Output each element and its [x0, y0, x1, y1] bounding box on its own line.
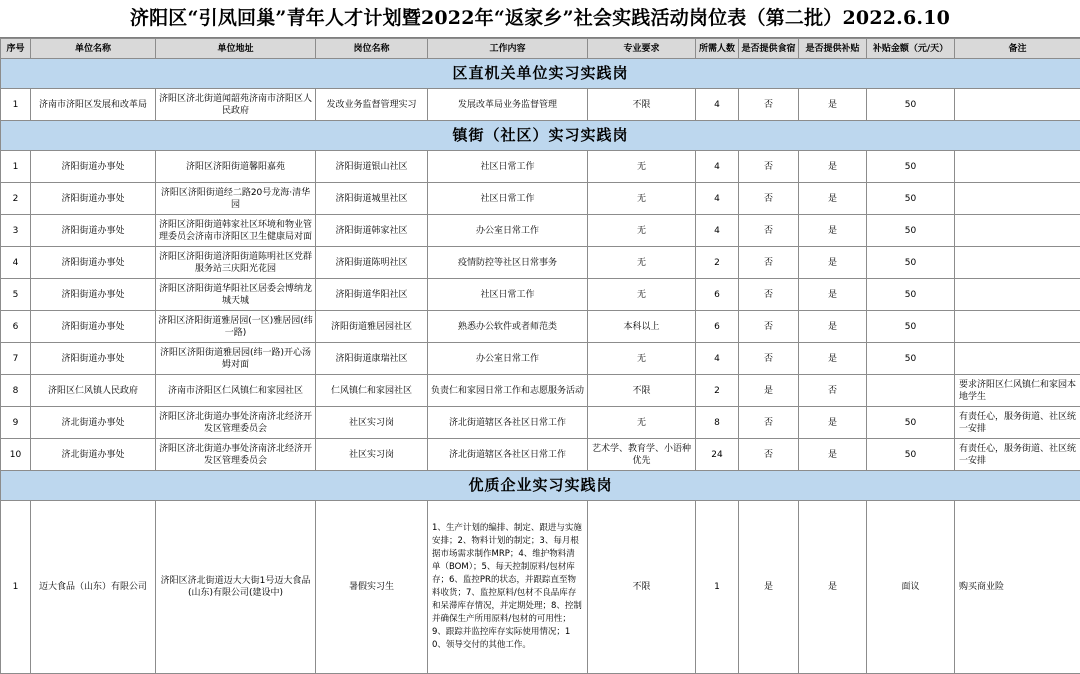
- table-row[interactable]: [1, 215, 1080, 247]
- cell-address: 济南市济阳区仁风镇仁和家园社区: [156, 375, 316, 407]
- cell-amount: 50: [867, 183, 955, 215]
- cell-subsidy: 是: [799, 151, 867, 183]
- section-row: [1, 471, 1080, 501]
- cell-subsidy: 是: [799, 247, 867, 279]
- cell-count: 6: [696, 279, 739, 311]
- cell-amount: 50: [867, 151, 955, 183]
- cell-amount: 面议: [867, 501, 955, 674]
- cell-address: 济阳区济阳街道馨阳嘉苑: [156, 151, 316, 183]
- cell-lodging: 否: [739, 183, 799, 215]
- cell-position: 仁风镇仁和家园社区: [316, 375, 428, 407]
- sheet-title: 济阳区“引凤回巢”青年人才计划暨2022年“返家乡”社会实践活动岗位表（第二批）2022.6.10: [0, 0, 1080, 38]
- col-header-subsidy: 是否提供补贴: [799, 39, 867, 59]
- cell-position: 济阳街道康瑞社区: [316, 343, 428, 375]
- cell-major: 无: [588, 183, 696, 215]
- cell-major: 本科以上: [588, 311, 696, 343]
- cell-unit: 济阳区仁风镇人民政府: [31, 375, 156, 407]
- cell-amount: 50: [867, 439, 955, 471]
- cell-remarks: [955, 89, 1080, 121]
- cell-remarks: [955, 343, 1080, 375]
- cell-index: 1: [1, 89, 31, 121]
- cell-count: 1: [696, 501, 739, 674]
- cell-position: 社区实习岗: [316, 439, 428, 471]
- cell-remarks: [955, 247, 1080, 279]
- cell-major: 无: [588, 407, 696, 439]
- cell-count: 4: [696, 151, 739, 183]
- cell-index: 6: [1, 311, 31, 343]
- cell-position: 社区实习岗: [316, 407, 428, 439]
- cell-major: 不限: [588, 89, 696, 121]
- section-title: 镇街（社区）实习实践岗: [1, 121, 1080, 151]
- cell-position: 济阳街道银山社区: [316, 151, 428, 183]
- positions-table: [0, 38, 1080, 674]
- cell-index: 2: [1, 183, 31, 215]
- cell-duties: 发展改革局业务监督管理: [428, 89, 588, 121]
- table-body: [1, 59, 1080, 674]
- cell-count: 2: [696, 247, 739, 279]
- table-row[interactable]: [1, 375, 1080, 407]
- cell-lodging: 是: [739, 501, 799, 674]
- cell-lodging: 否: [739, 89, 799, 121]
- cell-remarks: 要求济阳区仁风镇仁和家园本地学生: [955, 375, 1080, 407]
- cell-unit: 迈大食品（山东）有限公司: [31, 501, 156, 674]
- cell-duties: 济北街道辖区各社区日常工作: [428, 439, 588, 471]
- cell-subsidy: 是: [799, 407, 867, 439]
- cell-duties: 办公室日常工作: [428, 215, 588, 247]
- cell-address: 济阳区济北街道办事处济南济北经济开发区管理委员会: [156, 439, 316, 471]
- cell-lodging: 否: [739, 407, 799, 439]
- cell-unit: 济阳街道办事处: [31, 279, 156, 311]
- cell-amount: 50: [867, 343, 955, 375]
- col-header-remarks: 备注: [955, 39, 1080, 59]
- cell-index: 9: [1, 407, 31, 439]
- cell-address: 济阳区济阳街道经二路20号龙海·清华园: [156, 183, 316, 215]
- cell-lodging: 否: [739, 151, 799, 183]
- cell-subsidy: 是: [799, 89, 867, 121]
- col-header-count: 所需人数: [696, 39, 739, 59]
- col-header-amount: 补贴金额（元/天）: [867, 39, 955, 59]
- cell-amount: 50: [867, 215, 955, 247]
- cell-duties: 疫情防控等社区日常事务: [428, 247, 588, 279]
- cell-unit: 济阳街道办事处: [31, 311, 156, 343]
- cell-index: 8: [1, 375, 31, 407]
- cell-remarks: [955, 151, 1080, 183]
- cell-subsidy: 否: [799, 375, 867, 407]
- cell-unit: 济阳街道办事处: [31, 247, 156, 279]
- col-header-lodging: 是否提供食宿: [739, 39, 799, 59]
- table-row[interactable]: [1, 151, 1080, 183]
- cell-lodging: 否: [739, 311, 799, 343]
- cell-count: 8: [696, 407, 739, 439]
- cell-remarks: 有责任心，服务街道、社区统一安排: [955, 407, 1080, 439]
- cell-lodging: 否: [739, 215, 799, 247]
- cell-address: 济阳区济北街道迈大大街1号迈大食品(山东)有限公司(建设中): [156, 501, 316, 674]
- col-header-index: 序号: [1, 39, 31, 59]
- cell-subsidy: 是: [799, 215, 867, 247]
- cell-subsidy: 是: [799, 501, 867, 674]
- cell-count: 24: [696, 439, 739, 471]
- cell-address: 济阳区济阳街道韩家社区环境和物业管理委员会济南市济阳区卫生健康局对面: [156, 215, 316, 247]
- cell-position: 济阳街道华阳社区: [316, 279, 428, 311]
- table-row[interactable]: [1, 407, 1080, 439]
- col-header-duties: 工作内容: [428, 39, 588, 59]
- cell-address: 济阳区济阳街道济阳街道陈明社区党群服务站三庆阳光花园: [156, 247, 316, 279]
- cell-amount: 50: [867, 279, 955, 311]
- cell-index: 3: [1, 215, 31, 247]
- cell-amount: 50: [867, 89, 955, 121]
- cell-position: 发改业务监督管理实习: [316, 89, 428, 121]
- col-header-unit: 单位名称: [31, 39, 156, 59]
- cell-major: 艺术学、教育学、小语种优先: [588, 439, 696, 471]
- cell-position: 济阳街道雅居园社区: [316, 311, 428, 343]
- table-row[interactable]: [1, 343, 1080, 375]
- cell-address: 济阳区济北街道闻韶苑济南市济阳区人民政府: [156, 89, 316, 121]
- cell-subsidy: 是: [799, 183, 867, 215]
- cell-duties: 社区日常工作: [428, 151, 588, 183]
- cell-remarks: [955, 279, 1080, 311]
- cell-unit: 济阳街道办事处: [31, 215, 156, 247]
- table-row[interactable]: [1, 439, 1080, 471]
- cell-major: 不限: [588, 375, 696, 407]
- cell-duties: 1、生产计划的编排、制定、跟进与实施安排；2、物料计划的制定；3、每月根据市场需求制作MRP；4、维护物料清单（BOM）；5、每天控制原料/包材库存；6、监控PR的状态，并跟踪直至物料收货；7、监控原料/包材不良品库存和呆滞库存情况，并定期处理；8、控制并确保生产所用原料/包材的可用性；9、跟踪并监控库存实际使用情况；10、领导交付的其他工作。: [428, 501, 588, 674]
- cell-remarks: 有责任心，服务街道、社区统一安排: [955, 439, 1080, 471]
- header-row: [1, 39, 1080, 59]
- cell-major: 无: [588, 343, 696, 375]
- cell-unit: 济北街道办事处: [31, 407, 156, 439]
- cell-unit: 济北街道办事处: [31, 439, 156, 471]
- cell-subsidy: 是: [799, 279, 867, 311]
- cell-remarks: [955, 311, 1080, 343]
- table-row[interactable]: [1, 247, 1080, 279]
- col-header-address: 单位地址: [156, 39, 316, 59]
- cell-duties: 负责仁和家园日常工作和志愿服务活动: [428, 375, 588, 407]
- cell-lodging: 否: [739, 247, 799, 279]
- cell-duties: 社区日常工作: [428, 183, 588, 215]
- cell-remarks: 购买商业险: [955, 501, 1080, 674]
- cell-duties: 济北街道辖区各社区日常工作: [428, 407, 588, 439]
- table-row[interactable]: [1, 279, 1080, 311]
- cell-address: 济阳区济北街道办事处济南济北经济开发区管理委员会: [156, 407, 316, 439]
- cell-unit: 济南市济阳区发展和改革局: [31, 89, 156, 121]
- cell-count: 4: [696, 343, 739, 375]
- cell-subsidy: 是: [799, 439, 867, 471]
- cell-subsidy: 是: [799, 343, 867, 375]
- cell-position: 济阳街道城里社区: [316, 183, 428, 215]
- table-row[interactable]: [1, 311, 1080, 343]
- cell-index: 1: [1, 151, 31, 183]
- cell-duties: 熟悉办公软件或者师范类: [428, 311, 588, 343]
- cell-index: 7: [1, 343, 31, 375]
- cell-duties: 社区日常工作: [428, 279, 588, 311]
- cell-major: 无: [588, 215, 696, 247]
- cell-count: 6: [696, 311, 739, 343]
- cell-index: 1: [1, 501, 31, 674]
- cell-address: 济阳区济阳街道华阳社区居委会博纳龙城天城: [156, 279, 316, 311]
- cell-address: 济阳区济阳街道雅居园(一区)雅居园(纬一路): [156, 311, 316, 343]
- cell-position: 济阳街道陈明社区: [316, 247, 428, 279]
- cell-address: 济阳区济阳街道雅居园(纬一路)开心汤姆对面: [156, 343, 316, 375]
- cell-lodging: 否: [739, 343, 799, 375]
- cell-lodging: 否: [739, 279, 799, 311]
- cell-remarks: [955, 183, 1080, 215]
- cell-amount: 50: [867, 407, 955, 439]
- cell-unit: 济阳街道办事处: [31, 183, 156, 215]
- col-header-position: 岗位名称: [316, 39, 428, 59]
- section-row: [1, 59, 1080, 89]
- cell-position: 暑假实习生: [316, 501, 428, 674]
- table-row[interactable]: [1, 501, 1080, 674]
- table-row[interactable]: [1, 183, 1080, 215]
- cell-major: 无: [588, 151, 696, 183]
- cell-lodging: 否: [739, 439, 799, 471]
- cell-lodging: 是: [739, 375, 799, 407]
- cell-count: 4: [696, 89, 739, 121]
- cell-unit: 济阳街道办事处: [31, 343, 156, 375]
- cell-index: 10: [1, 439, 31, 471]
- section-title: 区直机关单位实习实践岗: [1, 59, 1080, 89]
- cell-position: 济阳街道韩家社区: [316, 215, 428, 247]
- cell-subsidy: 是: [799, 311, 867, 343]
- cell-remarks: [955, 215, 1080, 247]
- cell-duties: 办公室日常工作: [428, 343, 588, 375]
- cell-amount: 50: [867, 247, 955, 279]
- section-title: 优质企业实习实践岗: [1, 471, 1080, 501]
- cell-major: 无: [588, 279, 696, 311]
- cell-index: 4: [1, 247, 31, 279]
- cell-count: 4: [696, 215, 739, 247]
- cell-count: 4: [696, 183, 739, 215]
- cell-count: 2: [696, 375, 739, 407]
- cell-index: 5: [1, 279, 31, 311]
- cell-major: 无: [588, 247, 696, 279]
- table-row[interactable]: [1, 89, 1080, 121]
- cell-amount: [867, 375, 955, 407]
- col-header-major: 专业要求: [588, 39, 696, 59]
- cell-amount: 50: [867, 311, 955, 343]
- cell-major: 不限: [588, 501, 696, 674]
- cell-unit: 济阳街道办事处: [31, 151, 156, 183]
- section-row: [1, 121, 1080, 151]
